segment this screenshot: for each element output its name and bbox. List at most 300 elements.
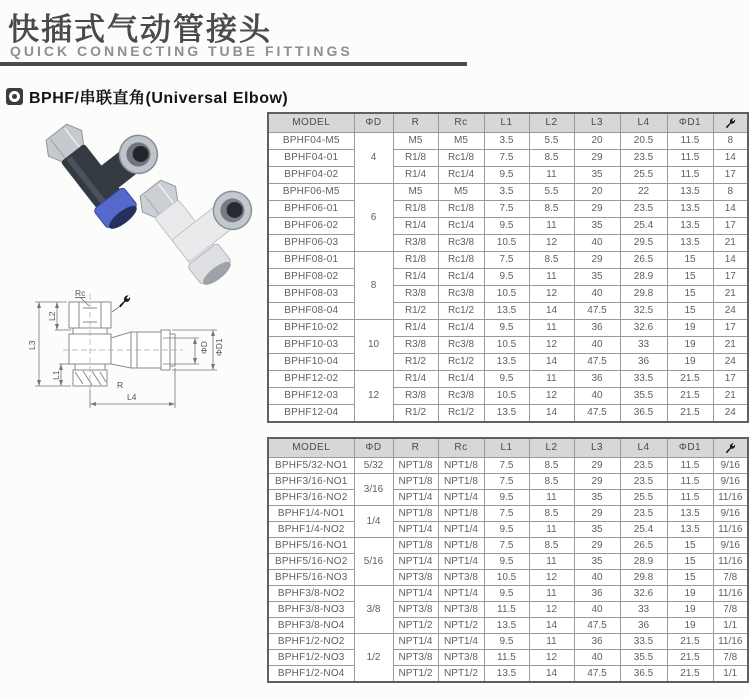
value-cell: 9.5 xyxy=(484,167,529,184)
column-header: L1 xyxy=(484,113,529,133)
value-cell: 47.5 xyxy=(574,354,620,371)
table-row xyxy=(268,570,748,586)
table-row xyxy=(268,490,748,506)
value-cell: 28.9 xyxy=(620,269,667,286)
value-cell: 12 xyxy=(529,388,574,405)
value-cell: 10.5 xyxy=(484,570,529,586)
value-cell: 29 xyxy=(574,474,620,490)
value-cell: R1/2 xyxy=(393,354,438,371)
value-cell: 35 xyxy=(574,269,620,286)
value-cell: 20.5 xyxy=(620,133,667,150)
value-cell: 29 xyxy=(574,538,620,554)
spec-table-metric xyxy=(267,112,749,423)
value-cell: 11.5 xyxy=(667,150,713,167)
value-cell: 1/1 xyxy=(713,618,748,634)
value-cell: 9.5 xyxy=(484,218,529,235)
value-cell: 11 xyxy=(529,320,574,337)
value-cell: 33.5 xyxy=(620,371,667,388)
table-row xyxy=(268,252,748,269)
tube-diameter-cell: 12 xyxy=(354,371,393,423)
model-cell: BPHF1/4-NO1 xyxy=(268,506,354,522)
value-cell: 9/16 xyxy=(713,506,748,522)
value-cell: 33.5 xyxy=(620,634,667,650)
value-cell: Rc1/4 xyxy=(438,320,484,337)
model-cell: BPHF06-01 xyxy=(268,201,354,218)
value-cell: 10.5 xyxy=(484,337,529,354)
value-cell: Rc1/4 xyxy=(438,218,484,235)
value-cell: 11/16 xyxy=(713,586,748,602)
value-cell: 47.5 xyxy=(574,303,620,320)
dimension-diagram xyxy=(23,286,241,426)
value-cell: NPT1/8 xyxy=(438,474,484,490)
value-cell: 8.5 xyxy=(529,458,574,474)
value-cell: 36 xyxy=(620,354,667,371)
value-cell: 29.5 xyxy=(620,235,667,252)
value-cell: 29 xyxy=(574,252,620,269)
bullseye-icon xyxy=(6,88,23,105)
value-cell: 35.5 xyxy=(620,650,667,666)
value-cell: R3/8 xyxy=(393,286,438,303)
tube-diameter-cell: 3/16 xyxy=(354,474,393,506)
value-cell: 25.4 xyxy=(620,218,667,235)
value-cell: Rc3/8 xyxy=(438,235,484,252)
value-cell: Rc1/4 xyxy=(438,269,484,286)
dim-label-l4: L4 xyxy=(127,392,137,402)
value-cell: 13.5 xyxy=(667,201,713,218)
table-row xyxy=(268,371,748,388)
value-cell: R1/8 xyxy=(393,201,438,218)
value-cell: 23.5 xyxy=(620,506,667,522)
tube-diameter-cell: 3/8 xyxy=(354,586,393,634)
value-cell: 13.5 xyxy=(667,235,713,252)
value-cell: 36.5 xyxy=(620,405,667,423)
dim-label-phid: ΦD xyxy=(199,341,209,354)
table-row xyxy=(268,218,748,235)
value-cell: 24 xyxy=(713,303,748,320)
value-cell: 32.5 xyxy=(620,303,667,320)
column-header: R xyxy=(393,438,438,458)
value-cell: 11.5 xyxy=(484,602,529,618)
value-cell: 9.5 xyxy=(484,586,529,602)
table-row xyxy=(268,458,748,474)
value-cell: R1/4 xyxy=(393,371,438,388)
value-cell: 36.5 xyxy=(620,666,667,683)
value-cell: 17 xyxy=(713,320,748,337)
column-header: ΦD1 xyxy=(667,438,713,458)
value-cell: 11 xyxy=(529,371,574,388)
value-cell: 25.5 xyxy=(620,167,667,184)
value-cell: 47.5 xyxy=(574,405,620,423)
header-row xyxy=(268,438,748,458)
value-cell: 33 xyxy=(620,602,667,618)
table-row xyxy=(268,337,748,354)
value-cell: 14 xyxy=(529,405,574,423)
value-cell: 12 xyxy=(529,337,574,354)
value-cell: 24 xyxy=(713,354,748,371)
model-cell: BPHF3/8-NO3 xyxy=(268,602,354,618)
column-header: ΦD1 xyxy=(667,113,713,133)
column-header: ΦD xyxy=(354,438,393,458)
value-cell: NPT1/2 xyxy=(438,666,484,683)
value-cell: NPT1/8 xyxy=(393,538,438,554)
header-row xyxy=(268,113,748,133)
value-cell: 9.5 xyxy=(484,554,529,570)
value-cell: 29.8 xyxy=(620,286,667,303)
table-row xyxy=(268,602,748,618)
value-cell: 8.5 xyxy=(529,474,574,490)
value-cell: 22 xyxy=(620,184,667,201)
model-cell: BPHF3/16-NO1 xyxy=(268,474,354,490)
model-cell: BPHF10-03 xyxy=(268,337,354,354)
value-cell: 15 xyxy=(667,252,713,269)
column-header: ΦD xyxy=(354,113,393,133)
value-cell: 11 xyxy=(529,554,574,570)
value-cell: 12 xyxy=(529,570,574,586)
value-cell: 11 xyxy=(529,218,574,235)
value-cell: 8 xyxy=(713,184,748,201)
value-cell: 13.5 xyxy=(484,303,529,320)
value-cell: 32.6 xyxy=(620,320,667,337)
value-cell: 36 xyxy=(574,320,620,337)
value-cell: 19 xyxy=(667,602,713,618)
column-header: Rc xyxy=(438,438,484,458)
tube-diameter-cell: 10 xyxy=(354,320,393,371)
value-cell: 15 xyxy=(667,538,713,554)
value-cell: 13.5 xyxy=(484,405,529,423)
value-cell: 8.5 xyxy=(529,252,574,269)
value-cell: 21 xyxy=(713,388,748,405)
table-row xyxy=(268,474,748,490)
value-cell: 11/16 xyxy=(713,522,748,538)
value-cell: Rc1/8 xyxy=(438,252,484,269)
dim-label-l2: L2 xyxy=(47,311,57,321)
value-cell: 19 xyxy=(667,586,713,602)
value-cell: 35.5 xyxy=(620,388,667,405)
value-cell: 21.5 xyxy=(667,388,713,405)
value-cell: 21 xyxy=(713,286,748,303)
value-cell: 3.5 xyxy=(484,184,529,201)
tube-diameter-cell: 6 xyxy=(354,184,393,252)
column-header: L3 xyxy=(574,438,620,458)
value-cell: 7.5 xyxy=(484,150,529,167)
value-cell: 13.5 xyxy=(484,618,529,634)
table-row xyxy=(268,201,748,218)
value-cell: 11 xyxy=(529,634,574,650)
table-row xyxy=(268,354,748,371)
value-cell: Rc1/8 xyxy=(438,150,484,167)
value-cell: 40 xyxy=(574,388,620,405)
value-cell: 23.5 xyxy=(620,474,667,490)
column-header: MODEL xyxy=(268,113,354,133)
value-cell: R3/8 xyxy=(393,235,438,252)
value-cell: 3.5 xyxy=(484,133,529,150)
model-cell: BPHF1/2-NO4 xyxy=(268,666,354,683)
value-cell: 11 xyxy=(529,490,574,506)
value-cell: Rc1/2 xyxy=(438,354,484,371)
table-row xyxy=(268,522,748,538)
value-cell: 40 xyxy=(574,286,620,303)
value-cell: 20 xyxy=(574,133,620,150)
value-cell: NPT3/8 xyxy=(438,602,484,618)
value-cell: NPT1/4 xyxy=(393,554,438,570)
table-row xyxy=(268,235,748,252)
table-row xyxy=(268,554,748,570)
value-cell: 17 xyxy=(713,218,748,235)
value-cell: 15 xyxy=(667,269,713,286)
model-cell: BPHF5/16-NO2 xyxy=(268,554,354,570)
value-cell: NPT1/4 xyxy=(393,634,438,650)
value-cell: NPT1/4 xyxy=(393,586,438,602)
value-cell: Rc3/8 xyxy=(438,286,484,303)
model-cell: BPHF08-02 xyxy=(268,269,354,286)
value-cell: NPT3/8 xyxy=(393,602,438,618)
value-cell: 25.4 xyxy=(620,522,667,538)
value-cell: 7.5 xyxy=(484,474,529,490)
column-header: L4 xyxy=(620,113,667,133)
value-cell: 14 xyxy=(529,618,574,634)
value-cell: 11.5 xyxy=(667,458,713,474)
value-cell: 7/8 xyxy=(713,602,748,618)
value-cell: 17 xyxy=(713,371,748,388)
value-cell: 9.5 xyxy=(484,522,529,538)
value-cell: 15 xyxy=(667,554,713,570)
value-cell: 11.5 xyxy=(667,474,713,490)
model-cell: BPHF5/16-NO3 xyxy=(268,570,354,586)
value-cell: Rc3/8 xyxy=(438,337,484,354)
value-cell: 9.5 xyxy=(484,634,529,650)
value-cell: 7.5 xyxy=(484,458,529,474)
value-cell: 33 xyxy=(620,337,667,354)
column-header: L1 xyxy=(484,438,529,458)
value-cell: 13.5 xyxy=(667,184,713,201)
value-cell: NPT1/4 xyxy=(438,554,484,570)
value-cell: 13.5 xyxy=(667,506,713,522)
tube-diameter-cell: 5/32 xyxy=(354,458,393,474)
value-cell: Rc1/2 xyxy=(438,405,484,423)
value-cell: 21.5 xyxy=(667,371,713,388)
value-cell: 11.5 xyxy=(484,650,529,666)
value-cell: NPT1/4 xyxy=(393,522,438,538)
model-cell: BPHF08-03 xyxy=(268,286,354,303)
value-cell: NPT1/2 xyxy=(393,618,438,634)
value-cell: 23.5 xyxy=(620,150,667,167)
value-cell: 35 xyxy=(574,554,620,570)
model-cell: BPHF10-04 xyxy=(268,354,354,371)
value-cell: 19 xyxy=(667,320,713,337)
wrench-icon xyxy=(713,113,748,133)
table-row xyxy=(268,618,748,634)
value-cell: Rc1/4 xyxy=(438,371,484,388)
value-cell: 14 xyxy=(713,252,748,269)
column-header: L3 xyxy=(574,113,620,133)
value-cell: NPT1/4 xyxy=(438,586,484,602)
value-cell: M5 xyxy=(438,133,484,150)
value-cell: 10.5 xyxy=(484,286,529,303)
value-cell: 47.5 xyxy=(574,666,620,683)
value-cell: 21 xyxy=(713,235,748,252)
value-cell: NPT3/8 xyxy=(438,650,484,666)
value-cell: NPT1/2 xyxy=(438,618,484,634)
tube-diameter-cell: 8 xyxy=(354,252,393,320)
value-cell: Rc1/8 xyxy=(438,201,484,218)
value-cell: 12 xyxy=(529,650,574,666)
table-row xyxy=(268,320,748,337)
value-cell: 40 xyxy=(574,602,620,618)
column-header: L4 xyxy=(620,438,667,458)
value-cell: 14 xyxy=(529,354,574,371)
value-cell: 7/8 xyxy=(713,650,748,666)
table-row xyxy=(268,150,748,167)
table-row xyxy=(268,269,748,286)
value-cell: 11.5 xyxy=(667,490,713,506)
model-cell: BPHF08-04 xyxy=(268,303,354,320)
value-cell: 14 xyxy=(529,666,574,683)
table-row xyxy=(268,506,748,522)
value-cell: 9/16 xyxy=(713,474,748,490)
wrench-icon xyxy=(120,295,131,307)
column-header: L2 xyxy=(529,113,574,133)
model-cell: BPHF04-01 xyxy=(268,150,354,167)
value-cell: 21.5 xyxy=(667,405,713,423)
value-cell: 14 xyxy=(713,201,748,218)
value-cell: NPT1/4 xyxy=(393,490,438,506)
page-title: 快插式气动管接头 xyxy=(8,12,272,47)
value-cell: 8.5 xyxy=(529,150,574,167)
value-cell: 12 xyxy=(529,602,574,618)
dim-label-phid1: ΦD1 xyxy=(214,338,224,356)
value-cell: 26.5 xyxy=(620,538,667,554)
value-cell: R1/4 xyxy=(393,167,438,184)
model-cell: BPHF3/8-NO2 xyxy=(268,586,354,602)
model-cell: BPHF5/32-NO1 xyxy=(268,458,354,474)
page-subtitle: QUICK CONNECTING TUBE FITTINGS xyxy=(10,43,353,59)
value-cell: 11.5 xyxy=(667,167,713,184)
value-cell: 8.5 xyxy=(529,201,574,218)
value-cell: 35 xyxy=(574,218,620,235)
value-cell: 5.5 xyxy=(529,184,574,201)
value-cell: NPT3/8 xyxy=(393,650,438,666)
value-cell: NPT1/4 xyxy=(438,522,484,538)
table-row xyxy=(268,650,748,666)
value-cell: 13.5 xyxy=(484,354,529,371)
model-cell: BPHF06-M5 xyxy=(268,184,354,201)
model-cell: BPHF08-01 xyxy=(268,252,354,269)
value-cell: 19 xyxy=(667,618,713,634)
value-cell: 17 xyxy=(713,167,748,184)
value-cell: 21.5 xyxy=(667,634,713,650)
value-cell: M5 xyxy=(438,184,484,201)
model-cell: BPHF1/2-NO2 xyxy=(268,634,354,650)
table-row xyxy=(268,133,748,150)
value-cell: NPT1/4 xyxy=(438,634,484,650)
model-cell: BPHF04-M5 xyxy=(268,133,354,150)
value-cell: R3/8 xyxy=(393,388,438,405)
table-row xyxy=(268,303,748,320)
table-row xyxy=(268,167,748,184)
wrench-icon xyxy=(713,438,748,458)
value-cell: 11 xyxy=(529,522,574,538)
value-cell: 15 xyxy=(667,570,713,586)
value-cell: 28.9 xyxy=(620,554,667,570)
value-cell: 35 xyxy=(574,490,620,506)
value-cell: 40 xyxy=(574,235,620,252)
spec-table-inch xyxy=(267,437,749,683)
value-cell: R1/4 xyxy=(393,218,438,235)
model-cell: BPHF3/8-NO4 xyxy=(268,618,354,634)
value-cell: 10.5 xyxy=(484,388,529,405)
value-cell: Rc1/4 xyxy=(438,167,484,184)
value-cell: NPT1/8 xyxy=(393,474,438,490)
value-cell: 13.5 xyxy=(667,522,713,538)
model-cell: BPHF06-02 xyxy=(268,218,354,235)
column-header: Rc xyxy=(438,113,484,133)
table-row xyxy=(268,538,748,554)
value-cell: NPT3/8 xyxy=(438,570,484,586)
section-title: BPHF/串联直角(Universal Elbow) xyxy=(29,90,289,107)
product-photo xyxy=(20,113,260,293)
value-cell: 9/16 xyxy=(713,538,748,554)
column-header: R xyxy=(393,113,438,133)
value-cell: 20 xyxy=(574,184,620,201)
value-cell: NPT3/8 xyxy=(393,570,438,586)
tube-diameter-cell: 1/2 xyxy=(354,634,393,683)
value-cell: 11 xyxy=(529,269,574,286)
value-cell: 40 xyxy=(574,570,620,586)
value-cell: 25.5 xyxy=(620,490,667,506)
value-cell: 11/16 xyxy=(713,554,748,570)
dim-label-l3: L3 xyxy=(27,340,37,350)
value-cell: 9.5 xyxy=(484,371,529,388)
value-cell: 7.5 xyxy=(484,201,529,218)
dim-label-r: R xyxy=(117,380,124,390)
section-heading xyxy=(6,85,288,108)
tube-diameter-cell: 4 xyxy=(354,133,393,184)
value-cell: R1/8 xyxy=(393,252,438,269)
model-cell: BPHF12-03 xyxy=(268,388,354,405)
value-cell: 19 xyxy=(667,354,713,371)
table-row xyxy=(268,586,748,602)
value-cell: NPT1/8 xyxy=(438,538,484,554)
value-cell: 7.5 xyxy=(484,252,529,269)
value-cell: 24 xyxy=(713,405,748,423)
value-cell: 21 xyxy=(713,337,748,354)
value-cell: 8.5 xyxy=(529,538,574,554)
value-cell: 21.5 xyxy=(667,666,713,683)
value-cell: 15 xyxy=(667,286,713,303)
table-row xyxy=(268,184,748,201)
model-cell: BPHF1/2-NO3 xyxy=(268,650,354,666)
value-cell: 32.6 xyxy=(620,586,667,602)
value-cell: 29.8 xyxy=(620,570,667,586)
value-cell: Rc3/8 xyxy=(438,388,484,405)
value-cell: R1/2 xyxy=(393,405,438,423)
value-cell: 23.5 xyxy=(620,201,667,218)
column-header: MODEL xyxy=(268,438,354,458)
value-cell: 12 xyxy=(529,235,574,252)
value-cell: 26.5 xyxy=(620,252,667,269)
value-cell: 7/8 xyxy=(713,570,748,586)
value-cell: R1/4 xyxy=(393,269,438,286)
value-cell: NPT1/2 xyxy=(393,666,438,683)
value-cell: 11.5 xyxy=(667,133,713,150)
value-cell: 40 xyxy=(574,337,620,354)
value-cell: 12 xyxy=(529,286,574,303)
model-cell: BPHF12-02 xyxy=(268,371,354,388)
value-cell: 35 xyxy=(574,167,620,184)
table-row xyxy=(268,286,748,303)
value-cell: 10.5 xyxy=(484,235,529,252)
model-cell: BPHF5/16-NO1 xyxy=(268,538,354,554)
